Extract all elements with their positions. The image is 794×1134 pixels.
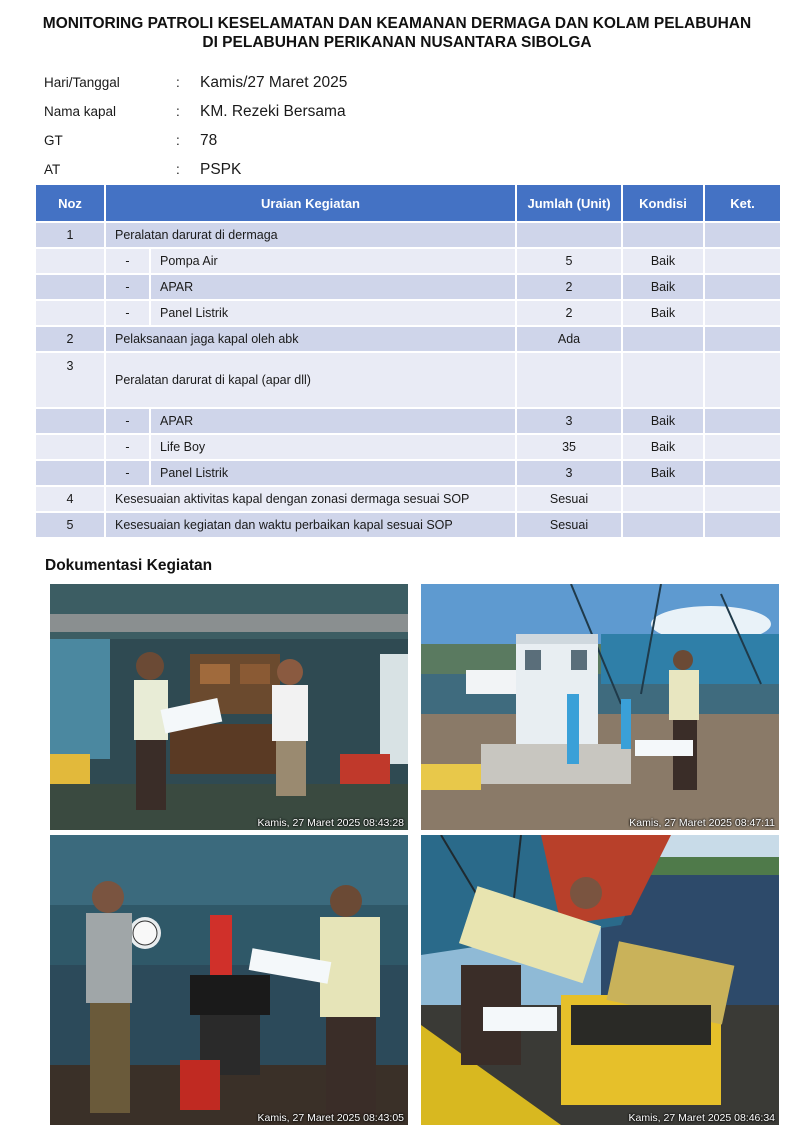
title-line-2: DI PELABUHAN PERIKANAN NUSANTARA SIBOLGA: [202, 34, 592, 51]
header-ket: Ket.: [705, 185, 780, 221]
table-row: [36, 407, 780, 433]
row-ket: [705, 221, 780, 247]
photo-ship-apar: [50, 835, 408, 1125]
row-dash: -: [106, 247, 151, 273]
row-item: APAR: [151, 407, 517, 433]
info-colon: :: [176, 133, 180, 148]
row-qty: 35: [517, 433, 623, 459]
info-block: [44, 68, 544, 184]
row-ket: [705, 247, 780, 273]
row-qty: Ada: [517, 325, 623, 351]
info-value: PSPK: [200, 160, 242, 178]
table-row: [36, 351, 780, 407]
photo-dock-box-illustration: [421, 835, 779, 1125]
row-item: Panel Listrik: [151, 459, 517, 485]
row-ket: [705, 407, 780, 433]
row-no: 5: [36, 511, 106, 537]
info-colon: :: [176, 104, 180, 119]
info-row-gt: [44, 126, 544, 155]
info-value: Kamis/27 Maret 2025: [200, 73, 348, 91]
table-header-row: [36, 185, 780, 221]
row-item: Pelaksanaan jaga kapal oleh abk: [106, 325, 517, 351]
row-item: Kesesuaian kegiatan dan waktu perbaikan kapal sesuai SOP: [106, 511, 517, 537]
row-item: Pompa Air: [151, 247, 517, 273]
row-qty: 5: [517, 247, 623, 273]
row-no: [36, 459, 106, 485]
row-cond: [623, 485, 705, 511]
row-cond: Baik: [623, 299, 705, 325]
info-colon: :: [176, 162, 180, 177]
header-jumlah: Jumlah (Unit): [517, 185, 623, 221]
info-colon: :: [176, 75, 180, 90]
table-row: [36, 221, 780, 247]
row-item: Peralatan darurat di kapal (apar dll): [106, 351, 517, 407]
row-cond: Baik: [623, 459, 705, 485]
header-uraian: Uraian Kegiatan: [106, 185, 517, 221]
documentation-title: Dokumentasi Kegiatan: [45, 557, 213, 574]
row-item: Peralatan darurat di dermaga: [106, 221, 517, 247]
info-value: 78: [200, 131, 218, 149]
photo-timestamp: Kamis, 27 Maret 2025 08:47:11: [629, 817, 775, 829]
table-row: [36, 459, 780, 485]
info-row-at: [44, 155, 544, 184]
table-row: [36, 273, 780, 299]
row-ket: [705, 485, 780, 511]
row-no: 1: [36, 221, 106, 247]
row-cond: Baik: [623, 247, 705, 273]
row-ket: [705, 351, 780, 407]
row-cond: Baik: [623, 407, 705, 433]
info-label: Hari/Tanggal: [44, 75, 120, 90]
photo-timestamp: Kamis, 27 Maret 2025 08:46:34: [628, 1112, 775, 1124]
info-row-date: [44, 68, 544, 97]
row-qty: Sesuai: [517, 511, 623, 537]
row-qty: 2: [517, 273, 623, 299]
row-ket: [705, 299, 780, 325]
row-ket: [705, 511, 780, 537]
row-cond: [623, 221, 705, 247]
photo-dock-panel-illustration: [421, 584, 779, 830]
table-row: [36, 247, 780, 273]
info-row-ship-name: [44, 97, 544, 126]
table-row: [36, 485, 780, 511]
row-cond: [623, 511, 705, 537]
info-value: KM. Rezeki Bersama: [200, 102, 346, 120]
row-qty: 3: [517, 407, 623, 433]
row-qty: [517, 351, 623, 407]
row-cond: Baik: [623, 433, 705, 459]
row-dash: -: [106, 433, 151, 459]
header-kondisi: Kondisi: [623, 185, 705, 221]
row-no: 3: [36, 351, 106, 407]
row-qty: 3: [517, 459, 623, 485]
row-item: Kesesuaian aktivitas kapal dengan zonasi dermaga sesuai SOP: [106, 485, 517, 511]
row-qty: 2: [517, 299, 623, 325]
row-no: [36, 273, 106, 299]
row-no: 2: [36, 325, 106, 351]
info-label: AT: [44, 162, 61, 177]
row-dash: -: [106, 407, 151, 433]
photo-dock-panel: [421, 584, 779, 830]
row-ket: [705, 459, 780, 485]
header-no: Noz: [36, 185, 106, 221]
title-line-1: MONITORING PATROLI KESELAMATAN DAN KEAMANAN DERMAGA DAN KOLAM PELABUHAN: [42, 15, 752, 32]
document-title: [0, 14, 794, 52]
row-item: Panel Listrik: [151, 299, 517, 325]
row-cond: Baik: [623, 273, 705, 299]
row-item: Life Boy: [151, 433, 517, 459]
row-no: [36, 299, 106, 325]
row-qty: Sesuai: [517, 485, 623, 511]
row-dash: -: [106, 459, 151, 485]
row-no: [36, 433, 106, 459]
photo-engine-room-illustration: [50, 584, 408, 830]
monitoring-table: [36, 185, 780, 537]
info-label: Nama kapal: [44, 104, 117, 119]
row-ket: [705, 273, 780, 299]
photo-engine-room: [50, 584, 408, 830]
row-ket: [705, 325, 780, 351]
photo-ship-apar-illustration: [50, 835, 408, 1125]
row-qty: [517, 221, 623, 247]
info-label: GT: [44, 133, 63, 148]
row-cond: [623, 351, 705, 407]
table-row: [36, 511, 780, 537]
table-row: [36, 433, 780, 459]
table-row: [36, 325, 780, 351]
row-dash: -: [106, 273, 151, 299]
row-item: APAR: [151, 273, 517, 299]
row-ket: [705, 433, 780, 459]
photo-timestamp: Kamis, 27 Maret 2025 08:43:05: [257, 1112, 404, 1124]
photo-dock-box: [421, 835, 779, 1125]
photo-timestamp: Kamis, 27 Maret 2025 08:43:28: [257, 817, 404, 829]
row-no: 4: [36, 485, 106, 511]
row-no: [36, 407, 106, 433]
row-no: [36, 247, 106, 273]
table-row: [36, 299, 780, 325]
row-dash: -: [106, 299, 151, 325]
row-cond: [623, 325, 705, 351]
